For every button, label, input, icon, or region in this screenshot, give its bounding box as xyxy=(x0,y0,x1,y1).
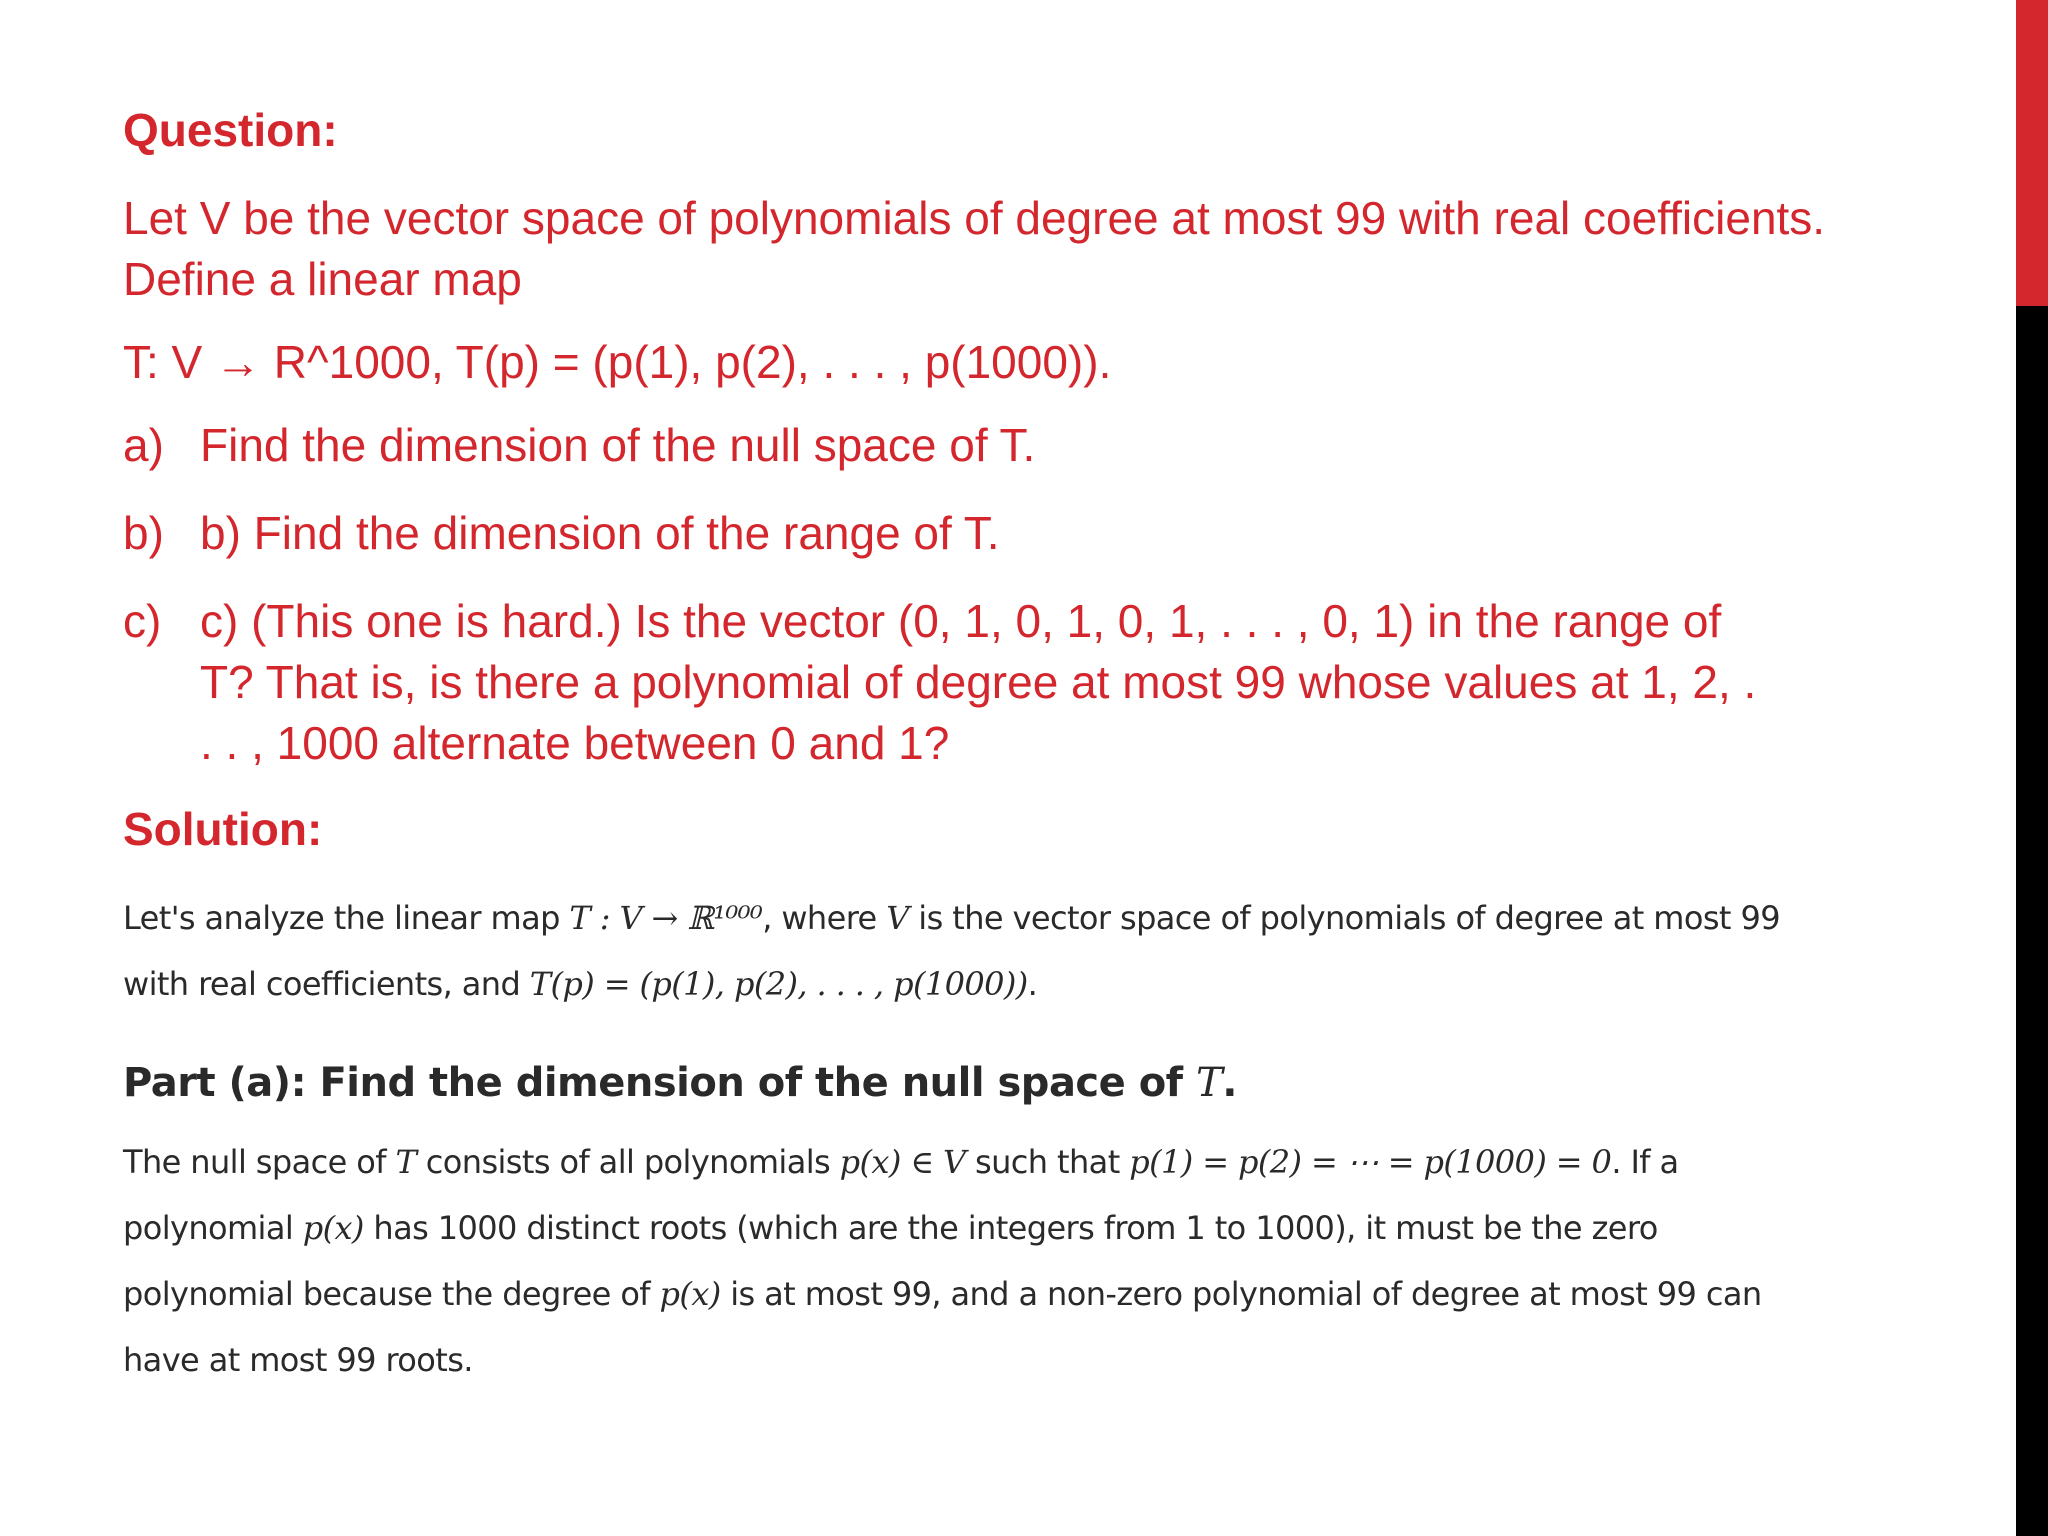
part-text: c) (This one is hard.) Is the vector (0, 1, 0, 1, 0, 1, . . . , 0, 1) in the range of T? That is, is there a polynomial of degree at most 99 whose values at 1, 2, . . . , 1000 alternate between 0 and 1? xyxy=(200,595,1757,769)
text-run: is at most 99, and a non-zero polynomial of degree at most 99 can have at most 99 roots. xyxy=(123,1275,1762,1379)
heading-text: . xyxy=(1222,1060,1237,1106)
question-intro: Let V be the vector space of polynomials of degree at most 99 with real coefficients. Define a linear map xyxy=(123,192,1826,305)
slide-content xyxy=(123,96,1923,1393)
question-parts xyxy=(123,415,1923,774)
text-run: . xyxy=(1027,965,1038,1003)
solution-intro xyxy=(123,885,1783,1017)
question-part-b xyxy=(123,503,1923,564)
text-run: such that xyxy=(965,1143,1130,1181)
part-marker: a) xyxy=(123,419,164,471)
text-run: The null space of xyxy=(123,1143,396,1181)
part-a-heading xyxy=(123,1053,1923,1113)
text-run: . If a polynomial xyxy=(123,1143,1679,1247)
question-heading: Question: xyxy=(123,104,338,156)
math-expression: p(x) xyxy=(302,1209,364,1247)
question-part-a xyxy=(123,415,1923,476)
question-part-c xyxy=(123,591,1923,774)
part-marker: b) xyxy=(123,507,164,559)
text-run: Let's analyze the linear map xyxy=(123,899,570,937)
text-run: is the vector space of polynomials of degree at most 99 with real coefficients, and xyxy=(123,899,1780,1003)
part-text: Find the dimension of the null space of T. xyxy=(200,419,1036,471)
text-run: has 1000 distinct roots (which are the integers from 1 to 1000), it must be the zero polynomial because the degree of xyxy=(123,1209,1658,1313)
side-bar xyxy=(2016,0,2048,1536)
math-expression: p(1) = p(2) = ⋯ = p(1000) = 0 xyxy=(1129,1143,1612,1181)
side-bar-accent xyxy=(2016,0,2048,306)
math-expression: p(x) ∈ V xyxy=(839,1143,966,1181)
part-marker: c) xyxy=(123,595,162,647)
part-a-explanation xyxy=(123,1129,1783,1393)
math-expression: T xyxy=(1196,1060,1223,1106)
text-run: consists of all polynomials xyxy=(416,1143,840,1181)
question-map-definition: T: V → R^1000, T(p) = (p(1), p(2), . . . , p(1000)). xyxy=(123,336,1112,388)
math-expression: p(x) xyxy=(659,1275,721,1313)
math-expression: T xyxy=(395,1143,417,1181)
math-expression: V xyxy=(886,899,909,937)
heading-text: Part (a): Find the dimension of the null space of xyxy=(123,1060,1197,1106)
math-expression: T(p) = (p(1), p(2), . . . , p(1000)) xyxy=(529,965,1028,1003)
part-text: b) Find the dimension of the range of T. xyxy=(200,507,1000,559)
text-run: , where xyxy=(762,899,887,937)
solution-heading: Solution: xyxy=(123,803,323,855)
math-expression: T : V → ℝ¹⁰⁰⁰ xyxy=(569,899,763,937)
